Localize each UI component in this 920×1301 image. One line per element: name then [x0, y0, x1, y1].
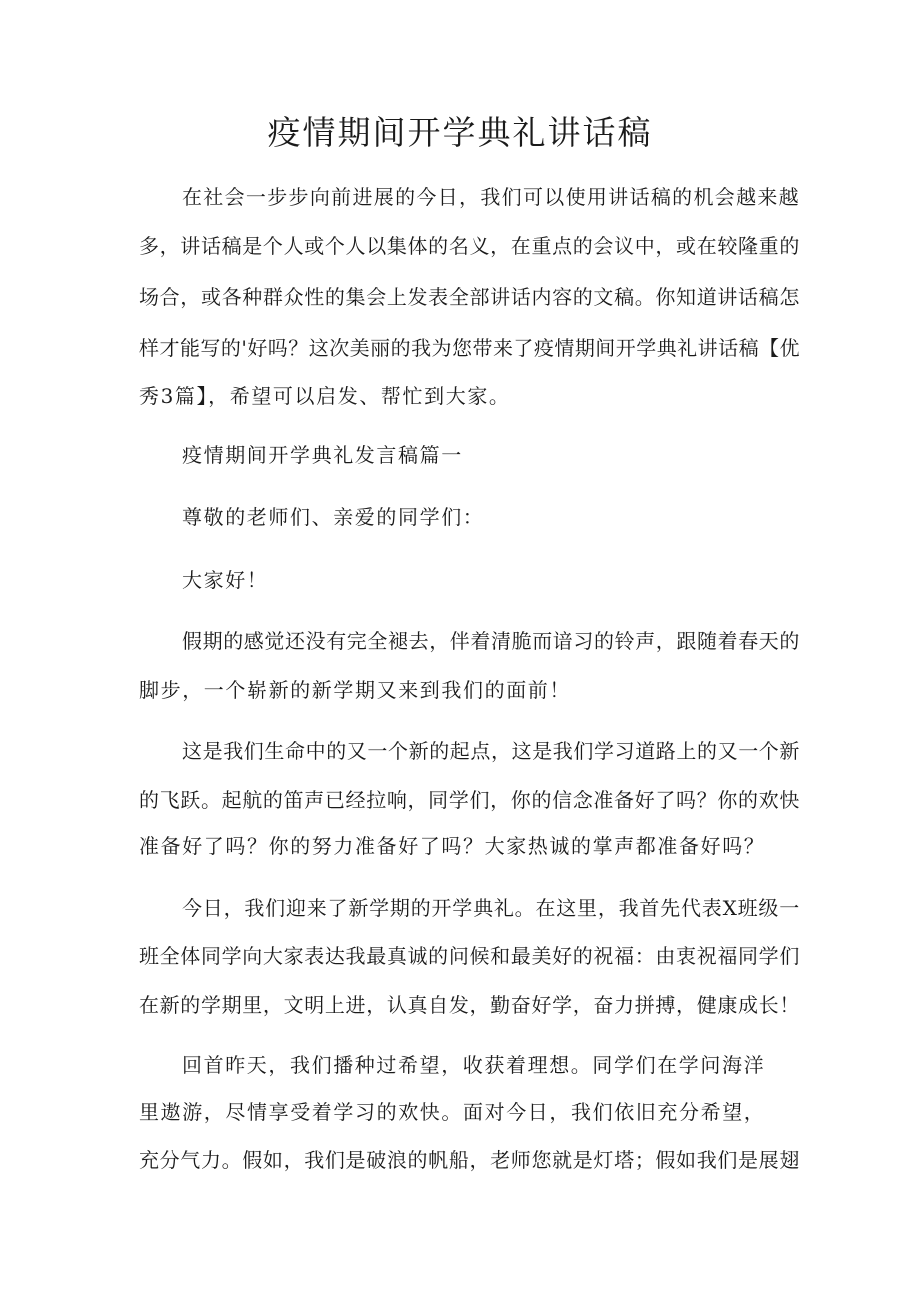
document-title: 疫情期间开学典礼讲话稿: [267, 113, 653, 152]
paragraph-line: 这是我们生命中的又一个新的起点，这是我们学习道路上的又一个新: [182, 739, 800, 763]
salutation: 尊敬的老师们、亲爱的同学们：: [182, 505, 485, 529]
paragraph-line: 班全体同学向大家表达我最真诚的问候和最美好的祝福：由衷祝福同学们: [139, 944, 800, 968]
paragraph-line: 多，讲话稿是个人或个人以集体的名义，在重点的会议中，或在较隆重的: [139, 234, 800, 258]
paragraph-line: 样才能写的'好吗？这次美丽的我为您带来了疫情期间开学典礼讲话稿【优: [139, 336, 800, 360]
paragraph-line: 脚步，一个崭新的新学期又来到我们的面前！: [139, 678, 571, 702]
paragraph-line: 秀3篇】，希望可以启发、帮忙到大家。: [139, 384, 511, 408]
paragraph-line: 充分气力。假如，我们是破浪的帆船，老师您就是灯塔；假如我们是展翅: [139, 1148, 800, 1172]
paragraph-line: 场合，或各种群众性的集会上发表全部讲话内容的文稿。你知道讲话稿怎: [139, 285, 800, 309]
paragraph-line: 准备好了吗？你的努力准备好了吗？大家热诚的掌声都准备好吗？: [139, 834, 766, 858]
greeting: 大家好！: [182, 568, 269, 592]
paragraph-line: 今日，我们迎来了新学期的开学典礼。在这里，我首先代表X班级一: [182, 896, 800, 920]
paragraph-line: 假期的感觉还没有完全褪去，伴着清脆而谙习的铃声，跟随着春天的: [182, 629, 800, 653]
paragraph-line: 回首昨天，我们播种过希望，收获着理想。同学们在学问海洋: [182, 1053, 766, 1077]
paragraph-line: 的飞跃。起航的笛声已经拉响，同学们，你的信念准备好了吗？你的欢快: [139, 788, 800, 812]
section-heading: 疫情期间开学典礼发言稿篇一: [182, 443, 463, 467]
paragraph-line: 在新的学期里，文明上进，认真自发，勤奋好学，奋力拼搏，健康成长！: [139, 993, 800, 1017]
paragraph-line: 在社会一步步向前进展的今日，我们可以使用讲话稿的机会越来越: [182, 185, 800, 209]
paragraph-line: 里遨游，尽情享受着学习的欢快。面对今日，我们依旧充分希望，: [139, 1100, 766, 1124]
